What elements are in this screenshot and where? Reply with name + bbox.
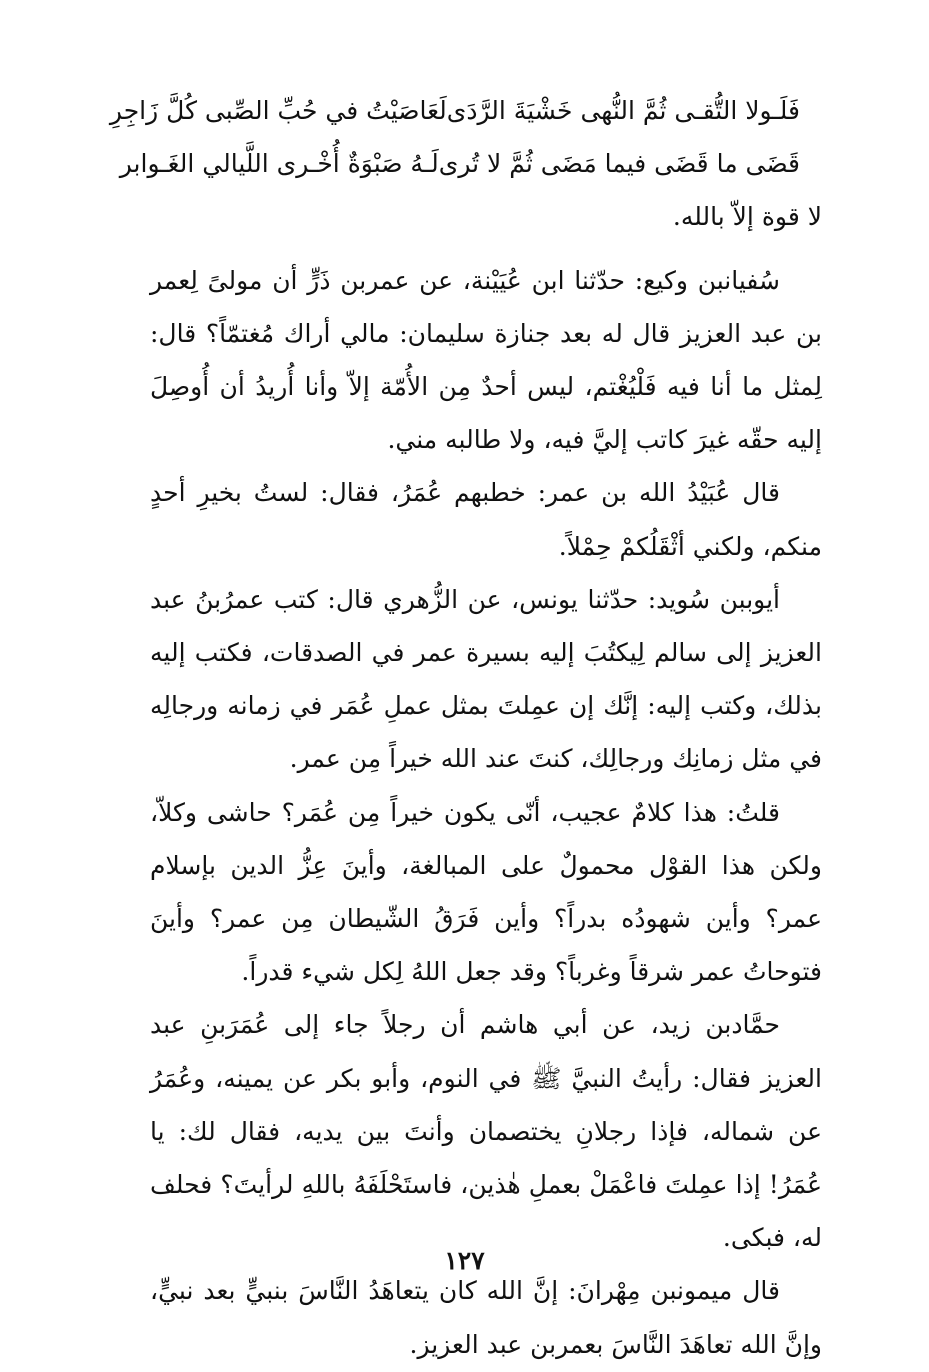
paragraph-ubaydullah: قال عُبَيْدُ الله بن عمر: خطبهم عُمَرُ، فقال: لستُ بخيرِ أحدٍ منكم، ولكني أثْقَلُكمْ حِمْلاً.	[150, 478, 822, 561]
paragraph-hammad: حمَّادبن زيد، عن أبي هاشم أن رجلاً جاء إلى عُمَرَبنِ عبد العزيز فقال: رأيتُ النبيَّ ﷺ في النوم، وأبو بكر عن يمينه، وعُمَرُ عن شماله، فإذا رجلانِ يختصمان وأنتَ بين يديه، فقال لك: يا عُمَرُ! إذا عمِلتَ فاعْمَلْ بعملِ هٰذين، فاستَحْلَفَهُ باللهِ لرأيتَ؟ فحلف له، فبكى.	[150, 1010, 822, 1253]
verse-1-second-half: لَعَاصَيْتُ في حُبِّ الصِّبى كُلَّ زَاجِرِ	[109, 96, 447, 125]
paragraph-sufyan: سُفيانبن وكيع: حدّثنا ابن عُيَيْنة، عن عمربن ذَرٍّ أن مولىً لِعمر بن عبد العزيز قال له بعد جنازة سليمان: مالي أراك مُغتمّاً؟ قال: لِمثل ما أنا فيه فَلْيُغْتم، ليس أحدٌ مِن الأُمّة إلاّ وأنا أُريدُ أن أُوصِلَ إليه حقّه غيرَ كاتب إليَّ فيه، ولا طالبه مني.	[150, 265, 822, 455]
paragraph-author-comment: قلتُ: هذا كلامٌ عجيب، أنّى يكون خيراً مِن عُمَر؟ حاشى وكلاّ، ولكن هذا القوْل محمولٌ على المبالغة، وأينَ عِزُّ الدين بإسلام عمر؟ وأين شهودُه بدراً؟ وأين فَرَقُ الشّيطان مِن عمر؟ وأينَ فتوحاتُ عمر شرقاً وغرباً؟ وقد جعل اللهُ لِكل شيء قدراً.	[150, 797, 822, 987]
verse-1-first-half: فَلَـولا التُّقـى ثُمَّ النُّهى خَشْيَةَ الرَّدَى	[446, 96, 800, 125]
page-text	[109, 84, 823, 1371]
verse-2-first-half: قَضَى ما قَضَى فيما مَضَى ثُمَّ لا تُرى	[438, 149, 800, 179]
page-number: ١٢٧	[444, 1246, 485, 1275]
poem-verse-2	[119, 137, 800, 190]
verse-2-second-half: لَـهُ صَبْوَةٌ أُخْـرى اللَّيالي الغَـوابر	[119, 149, 439, 179]
paragraph-maymun: قال ميمونبن مِهْرانَ: إنَّ الله كان يتعاهَدُ النَّاسَ بنبيٍّ بعد نبيٍّ، وإنَّ الله تعاهَدَ النَّاسَ بعمربن عبد العزيز.	[150, 1276, 822, 1359]
paragraph-ayyub: أيوببن سُويد: حدّثنا يونس، عن الزُّهري قال: كتب عمرُبنُ عبد العزيز إلى سالم لِيكتُبَ إليه بسيرة عمر في الصدقات، فكتب إليه بذلك، وكتب إليه: إنَّك إن عمِلتَ بمثل عملِ عُمَر في زمانه ورجالِه في مثل زمانِك ورجالِك، كنتَ عند الله خيراً مِن عمر.	[150, 584, 823, 774]
closing-line: لا قوة إلاّ بالله.	[672, 202, 822, 232]
poem-verse-1	[109, 84, 800, 137]
